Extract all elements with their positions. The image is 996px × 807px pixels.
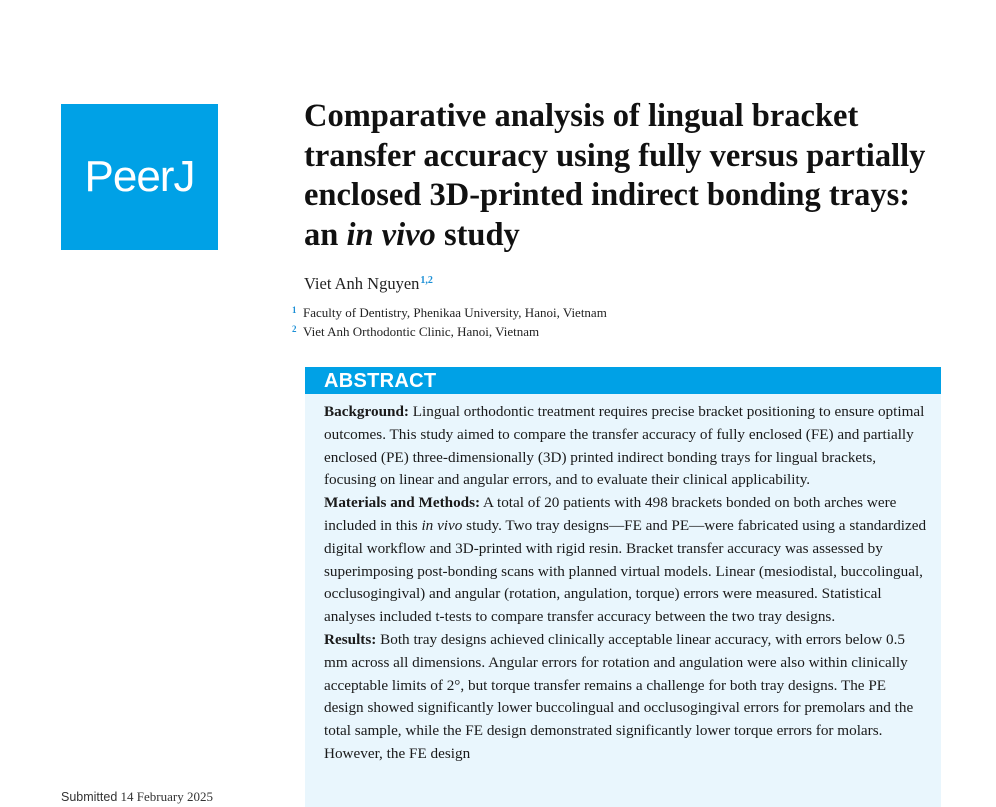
methods-label: Materials and Methods: [324, 494, 481, 512]
abstract-body [305, 394, 941, 766]
title-part-1: Comparative analysis of lingual bracket transfer accuracy using fully versus partially enclosed 3D-printed indirect bonding trays: an [304, 98, 926, 253]
author-affiliation-marks: 1,2 [420, 275, 433, 286]
methods-text-2: study. Two tray designs—FE and PE—were fabricated using a standardized digital workflow and 3D-printed with rigid resin. Bracket transfer accuracy was assessed by superimposing post-bonding scans with planned virtual models. Linear (mesiodistal, buccolingual, occlusogingival) and angular (rotation, angulation, torque) errors were measured. Statistical analyses included t-tests to compare transfer accuracy between the two tray designs. [324, 516, 927, 626]
title-italic: in vivo [346, 216, 436, 253]
abstract-box [305, 367, 941, 807]
abstract-methods [324, 492, 927, 629]
methods-italic: in vivo [421, 516, 463, 534]
author-name: Viet Anh Nguyen [304, 274, 420, 293]
author-line [304, 274, 433, 294]
results-label: Results: [324, 630, 377, 648]
affiliation-text: Viet Anh Orthodontic Clinic, Hanoi, Vietnam [303, 324, 540, 339]
submitted-value: 14 February 2025 [120, 789, 213, 804]
submitted-date [61, 789, 213, 805]
abstract-background [324, 401, 927, 492]
title-part-2: study [435, 216, 520, 253]
abstract-heading: ABSTRACT [305, 367, 941, 394]
background-text: Lingual orthodontic treatment requires precise bracket positioning to ensure optimal outcomes. This study aimed to compare the transfer accuracy of fully enclosed (FE) and partially enclosed (PE) three-dimensionally (3D) printed indirect bonding trays for lingual brackets, focusing on linear and angular errors, and to evaluate their clinical applicability. [324, 403, 925, 489]
background-label: Background: [324, 403, 409, 420]
affiliation-number: 1 [292, 305, 297, 315]
article-title [304, 97, 944, 255]
abstract-results [324, 629, 927, 766]
affiliation-2 [292, 324, 539, 340]
results-text: Both tray designs achieved clinically acceptable linear accuracy, with errors below 0.5 mm across all dimensions. Angular errors for rotation and angulation were also within clinically acceptable limits of 2°, but torque transfer remains a challenge for both tray designs. The PE design showed significantly lower buccolingual and occlusogingival errors for premolars and the total sample, while the FE design demonstrated significantly lower torque errors for molars. However, the FE design [324, 630, 914, 762]
affiliation-1 [292, 305, 607, 321]
methods-text-1: A total of 20 patients with 498 brackets bonded on both arches were included in this [324, 494, 897, 534]
logo-text: PeerJ [84, 152, 195, 201]
affiliation-text: Faculty of Dentistry, Phenikaa University, Hanoi, Vietnam [303, 305, 607, 320]
journal-logo [61, 104, 218, 250]
submitted-label: Submitted [61, 790, 118, 804]
affiliation-number: 2 [292, 324, 297, 334]
